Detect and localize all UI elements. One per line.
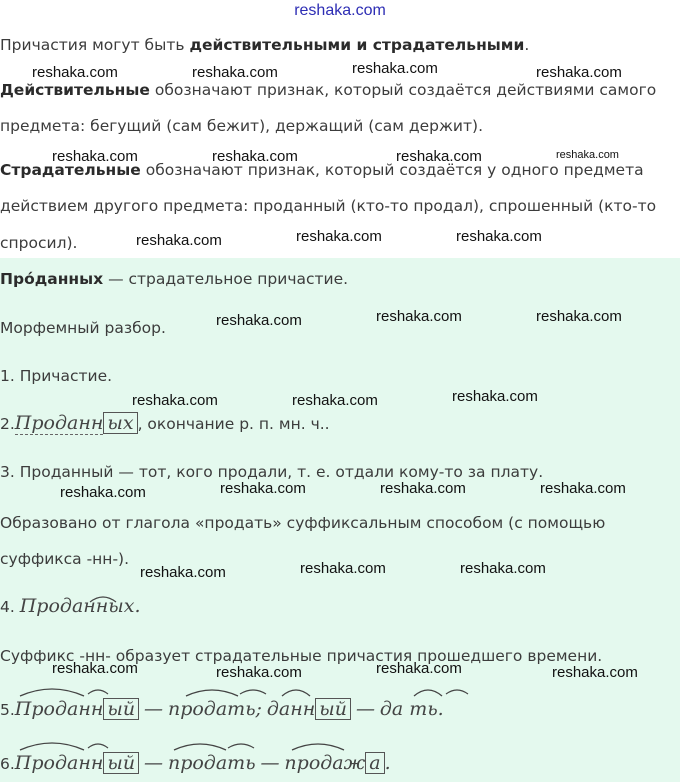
intro-paragraph-1 [0, 35, 529, 55]
watermark: reshaka.com [220, 480, 306, 497]
item-5-stem: Проданн [14, 698, 104, 720]
watermark: reshaka.com [296, 228, 382, 245]
analysis-word: Про́данных [0, 270, 104, 288]
watermark: reshaka.com [52, 660, 138, 677]
watermark: reshaka.com [216, 312, 302, 329]
active-definition-line-2: предмета: бегущий (сам бежит), держащий (сам держит). [0, 117, 484, 135]
watermark: reshaka.com [136, 232, 222, 249]
watermark: reshaka.com [552, 664, 638, 681]
item-5-word-3-root: да [266, 698, 291, 720]
passive-definition-line-2: действием другого предмета: проданный (кто-то продал), спрошенный (кто-то [0, 197, 657, 215]
item-6-word-3: продаж [284, 752, 366, 774]
analysis-title [0, 269, 348, 289]
item-5-word-3-suffix: нн [290, 698, 316, 720]
watermark: reshaka.com [452, 388, 538, 405]
item-number: 4. [0, 598, 15, 616]
watermark: reshaka.com [132, 392, 218, 409]
watermark: reshaka.com [376, 660, 462, 677]
intro-text: . [524, 36, 530, 54]
active-term: Действительные [0, 81, 150, 99]
item-3-line-3: суффикса -нн-). [0, 550, 130, 568]
dash: — [355, 698, 375, 720]
watermark: reshaka.com [32, 64, 118, 81]
watermark: reshaka.com [380, 480, 466, 497]
watermark: reshaka.com [540, 480, 626, 497]
morph-heading: Морфемный разбор. [0, 319, 166, 337]
item-3-line-1: 3. Проданный — тот, кого продали, т. е. отдали кому-то за плату. [0, 463, 544, 481]
watermark: reshaka.com [192, 64, 278, 81]
item-6-stem: Проданн [14, 752, 104, 774]
watermark: reshaka.com [292, 392, 378, 409]
site-header-link[interactable]: reshaka.com [294, 2, 386, 19]
watermark: reshaka.com [460, 560, 546, 577]
passive-term: Страдательные [0, 161, 141, 179]
watermark: reshaka.com [140, 564, 226, 581]
watermark: reshaka.com [536, 308, 622, 325]
watermark: reshaka.com [216, 664, 302, 681]
ending-box: ый [103, 752, 139, 774]
item-3-line-2: Образовано от глагола «продать» суффиксальным способом (с помощью [0, 514, 606, 532]
ending-box: ый [315, 698, 351, 720]
item-2 [0, 412, 330, 434]
item-5-word-4: да ть. [379, 698, 444, 720]
item-number: 2. [0, 415, 15, 433]
item-4 [0, 596, 141, 617]
dash: — [144, 752, 164, 774]
morpheme-marks-6 [0, 736, 680, 756]
watermark: reshaka.com [376, 308, 462, 325]
ending-box: ый [103, 698, 139, 720]
morpheme-marks-5 [0, 682, 680, 702]
watermark: reshaka.com [60, 484, 146, 501]
watermark: reshaka.com [396, 148, 482, 165]
dash: — [144, 698, 164, 720]
item-1: 1. Причастие. [0, 367, 113, 385]
stem-word: Проданн [14, 412, 104, 434]
passive-definition-line-3: спросил). [0, 234, 78, 252]
passive-text: обозначают признак, который создаётся у одного предмета [140, 161, 644, 179]
watermark: reshaka.com [52, 148, 138, 165]
watermark: reshaka.com [212, 148, 298, 165]
suffix-note: Суффикс -нн- образует страдательные причастия прошедшего времени. [0, 647, 603, 665]
dash: — [260, 752, 280, 774]
watermark: reshaka.com [536, 64, 622, 81]
watermark: reshaka.com [456, 228, 542, 245]
ending-box: ых [103, 412, 137, 434]
active-definition-line-1 [0, 80, 656, 100]
intro-bold: действительными и страдательными [189, 36, 525, 54]
item-4-word: Проданных. [19, 595, 141, 617]
analysis-title-text: — страдательное причастие. [103, 270, 349, 288]
watermark: reshaka.com [352, 60, 438, 77]
period: . [384, 752, 391, 774]
item-6-word-2: продать [167, 752, 256, 774]
suffix-arc-mark [88, 592, 118, 604]
item-number: 6. [0, 755, 15, 773]
item-text: , окончание р. п. мн. ч.. [137, 415, 330, 433]
active-text: обозначают признак, который создаётся действиями самого [149, 81, 657, 99]
watermark: reshaka.com [300, 560, 386, 577]
item-number: 5. [0, 701, 15, 719]
ending-box: а [365, 752, 384, 774]
item-5-word-2: продать; [167, 698, 262, 720]
intro-text: Причастия могут быть [0, 36, 190, 54]
watermark: reshaka.com [556, 149, 619, 161]
